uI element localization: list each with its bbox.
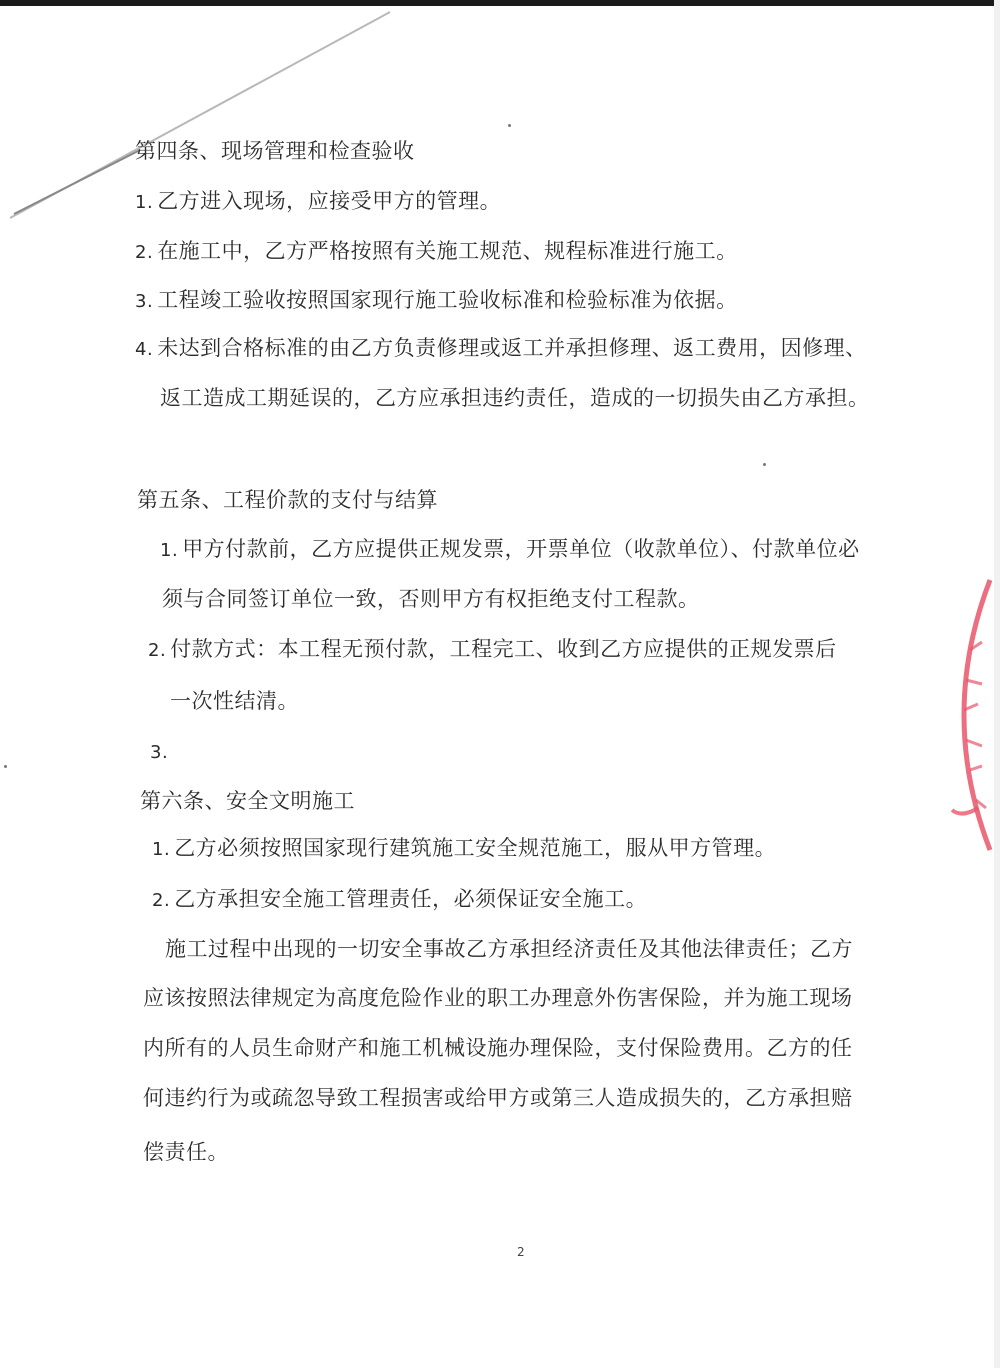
scan-speck — [4, 765, 7, 768]
section4-item-3: 3. 工程竣工验收按照国家现行施工验收标准和检验标准为依据。 — [135, 288, 738, 312]
section6-item-2: 2. 乙方承担安全施工管理责任，必须保证安全施工。 — [152, 887, 648, 911]
section6-paragraph-line-3: 内所有的人员生命财产和施工机械设施办理保险，支付保险费用。乙方的任 — [143, 1036, 853, 1060]
scan-speck — [508, 124, 511, 127]
section6-paragraph-line-4: 何违约行为或疏忽导致工程损害或给甲方或第三人造成损失的，乙方承担赔 — [143, 1086, 853, 1110]
section6-paragraph-line-1: 施工过程中出现的一切安全事故乙方承担经济责任及其他法律责任；乙方 — [165, 937, 853, 961]
section4-item-2: 2. 在施工中，乙方严格按照有关施工规范、规程标准进行施工。 — [135, 239, 738, 263]
section6-paragraph-line-2: 应该按照法律规定为高度危险作业的职工办理意外伤害保险，并为施工现场 — [143, 986, 853, 1010]
page-number: 2 — [517, 1245, 525, 1259]
section4-item-1: 1. 乙方进入现场，应接受甲方的管理。 — [135, 189, 502, 213]
section5-item-2: 2. 付款方式：本工程无预付款，工程完工、收到乙方应提供的正规发票后 — [148, 637, 837, 661]
section5-title: 第五条、工程价款的支付与结算 — [137, 488, 438, 512]
section5-item-3: 3. — [150, 742, 169, 763]
section6-title: 第六条、安全文明施工 — [140, 789, 355, 813]
section6-paragraph-line-5: 偿责任。 — [143, 1140, 229, 1164]
section5-item-1-continuation: 须与合同签订单位一致，否则甲方有权拒绝支付工程款。 — [162, 587, 700, 611]
section6-item-1: 1. 乙方必须按照国家现行建筑施工安全规范施工，服从甲方管理。 — [152, 836, 777, 860]
section4-title: 第四条、现场管理和检查验收 — [135, 139, 415, 163]
red-seal-stamp — [930, 570, 996, 860]
section5-item-2-continuation: 一次性结清。 — [170, 689, 299, 713]
section5-item-1: 1. 甲方付款前，乙方应提供正规发票，开票单位（收款单位）、付款单位必 — [160, 537, 860, 561]
section4-item-4: 4. 未达到合格标准的由乙方负责修理或返工并承担修理、返工费用，因修理、 — [135, 336, 867, 360]
section4-item-4-continuation: 返工造成工期延误的，乙方应承担违约责任，造成的一切损失由乙方承担。 — [160, 386, 870, 410]
scan-speck — [763, 463, 766, 466]
